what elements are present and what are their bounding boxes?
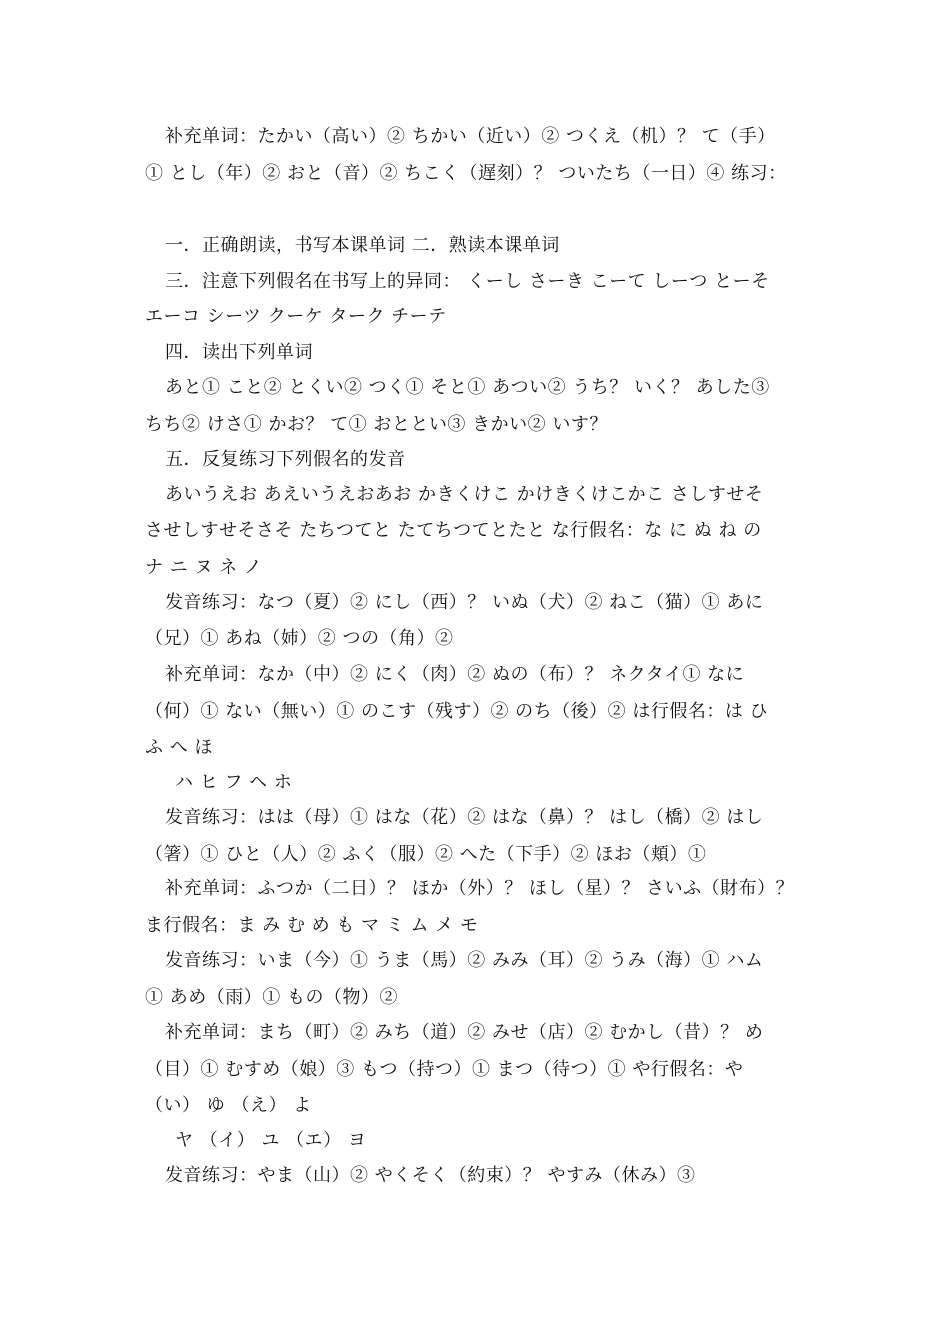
- text-line: （箸）① ひと（人）② ふく（服）② へた（下手）② ほお（頬）①: [145, 844, 707, 865]
- text-line: 五．反复练习下列假名的发音: [165, 449, 406, 470]
- text-line: ま行假名：ま み む め も マ ミ ム メ モ: [145, 915, 479, 936]
- text-line: 发音练习：はは（母）① はな（花）② はな（鼻）？ はし（橋）② はし: [165, 807, 764, 828]
- text-line: 三．注意下列假名在书写上的异同： くーし さーき こーて しーつ とーそ: [165, 271, 770, 292]
- text-line: ① とし（年）② おと（音）② ちこく（遅刻）？ ついたち（一日）④ 练习：: [145, 163, 787, 184]
- text-line: 补充单词：たかい（高い）② ちかい（近い）② つくえ（机）？ て（手）: [165, 126, 776, 147]
- text-line: 一．正确朗读，书写本课单词 二．熟读本课单词: [165, 235, 560, 256]
- text-line: （目）① むすめ（娘）③ もつ（持つ）① まつ（待つ）① や行假名：や: [145, 1059, 744, 1080]
- text-line: あと① こと② とくい② つく① そと① あつい② うち？ いく？ あした③: [165, 377, 770, 398]
- text-line: ハ ヒ フ ヘ ホ: [175, 772, 293, 793]
- text-line: （兄）① あね（姉）② つの（角）②: [145, 628, 454, 649]
- text-line: 四．读出下列单词: [165, 342, 313, 363]
- text-line: させしすせそさそ たちつてと たてちつてとたと な行假名：な に ぬ ね の: [145, 520, 762, 541]
- text-line: 发音练习：なつ（夏）② にし（西）？ いぬ（犬）② ねこ（猫）① あに: [165, 592, 764, 613]
- text-line: エーコ シーツ クーケ ターク チーテ: [145, 306, 447, 327]
- text-line: あいうえお あえいうえおあお かきくけこ かけきくけこかこ さしすせそ: [165, 484, 764, 505]
- text-line: 补充单词：まち（町）② みち（道）② みせ（店）② むかし（昔）？ め: [165, 1022, 764, 1043]
- text-line: ヤ （イ） ユ （エ） ヨ: [175, 1130, 367, 1151]
- text-line: ちち② けさ① かお？ て① おととい③ きかい② いす？: [145, 414, 608, 435]
- text-line: （何）① ない（無い）① のこす（残す）② のち（後）② は行假名：は ひ: [145, 701, 769, 722]
- text-line: 发音练习：やま（山）② やくそく（約束）？ やすみ（休み）③: [165, 1165, 696, 1186]
- text-line: 补充单词：なか（中）② にく（肉）② ぬの（布）？ ネクタイ① なに: [165, 664, 745, 685]
- text-line: ふ へ ほ: [145, 737, 213, 758]
- text-line: ① あめ（雨）① もの（物）②: [145, 987, 398, 1008]
- text-line: ナ ニ ヌ ネ ノ: [145, 557, 263, 578]
- text-line: 补充单词：ふつか（二日）？ ほか（外）？ ほし（星）？ さいふ（財布）？: [165, 878, 795, 899]
- text-line: （い） ゆ （え） よ: [145, 1095, 312, 1116]
- text-line: 发音练习：いま（今）① うま（馬）② みみ（耳）② うみ（海）① ハム: [165, 950, 764, 971]
